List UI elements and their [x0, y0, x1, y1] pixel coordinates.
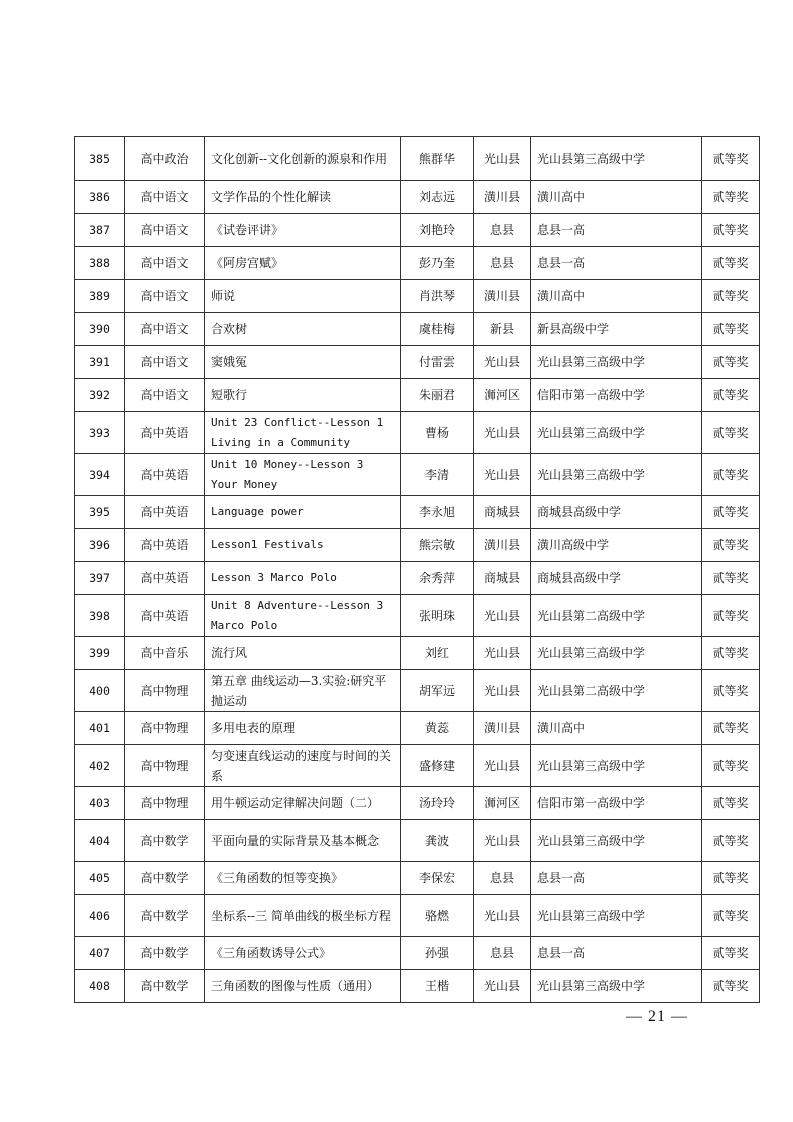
teacher-name-cell: 李保宏 — [401, 862, 474, 895]
teacher-name-cell: 熊群华 — [401, 137, 474, 181]
row-number: 392 — [75, 379, 125, 412]
row-number: 385 — [75, 137, 125, 181]
award-cell: 贰等奖 — [702, 595, 760, 637]
table-row — [75, 595, 760, 637]
table-row — [75, 454, 760, 496]
subject-cell: 高中语文 — [125, 346, 205, 379]
award-cell: 贰等奖 — [702, 137, 760, 181]
table-row — [75, 970, 760, 1003]
row-number: 390 — [75, 313, 125, 346]
award-cell: 贰等奖 — [702, 181, 760, 214]
table-row — [75, 181, 760, 214]
row-number: 388 — [75, 247, 125, 280]
row-number: 401 — [75, 712, 125, 745]
award-cell: 贰等奖 — [702, 712, 760, 745]
county-cell: 光山县 — [474, 412, 531, 454]
lesson-title-cell: 《试卷评讲》 — [205, 214, 401, 247]
lesson-title-cell: 多用电表的原理 — [205, 712, 401, 745]
lesson-title-cell: 用牛顿运动定律解决问题（二） — [205, 787, 401, 820]
award-cell: 贰等奖 — [702, 670, 760, 712]
table-row — [75, 137, 760, 181]
subject-cell: 高中数学 — [125, 895, 205, 937]
table-row — [75, 529, 760, 562]
school-cell: 新县高级中学 — [531, 313, 702, 346]
award-cell: 贰等奖 — [702, 496, 760, 529]
row-number: 391 — [75, 346, 125, 379]
teacher-name-cell: 李永旭 — [401, 496, 474, 529]
school-cell: 息县一高 — [531, 862, 702, 895]
teacher-name-cell: 刘艳玲 — [401, 214, 474, 247]
teacher-name-cell: 汤玲玲 — [401, 787, 474, 820]
award-cell: 贰等奖 — [702, 787, 760, 820]
page-number: — 21 — — [626, 1008, 688, 1025]
row-number: 404 — [75, 820, 125, 862]
teacher-name-cell: 曹杨 — [401, 412, 474, 454]
award-cell: 贰等奖 — [702, 895, 760, 937]
lesson-title-cell: Unit 10 Money--Lesson 3 Your Money — [205, 454, 401, 496]
teacher-name-cell: 孙强 — [401, 937, 474, 970]
county-cell: 浉河区 — [474, 379, 531, 412]
table-body — [75, 137, 760, 1003]
award-cell: 贰等奖 — [702, 970, 760, 1003]
county-cell: 潢川县 — [474, 712, 531, 745]
school-cell: 潢川高中 — [531, 181, 702, 214]
subject-cell: 高中音乐 — [125, 637, 205, 670]
award-cell: 贰等奖 — [702, 862, 760, 895]
teacher-name-cell: 王楷 — [401, 970, 474, 1003]
lesson-title-cell: Lesson 3 Marco Polo — [205, 562, 401, 595]
school-cell: 光山县第二高级中学 — [531, 595, 702, 637]
school-cell: 息县一高 — [531, 937, 702, 970]
teacher-name-cell: 肖洪琴 — [401, 280, 474, 313]
table-row — [75, 712, 760, 745]
row-number: 406 — [75, 895, 125, 937]
award-cell: 贰等奖 — [702, 454, 760, 496]
subject-cell: 高中语文 — [125, 313, 205, 346]
lesson-title-cell: 师说 — [205, 280, 401, 313]
lesson-title-cell: Language power — [205, 496, 401, 529]
subject-cell: 高中语文 — [125, 379, 205, 412]
teacher-name-cell: 朱丽君 — [401, 379, 474, 412]
lesson-title-cell: Lesson1 Festivals — [205, 529, 401, 562]
teacher-name-cell: 刘志远 — [401, 181, 474, 214]
subject-cell: 高中英语 — [125, 595, 205, 637]
award-cell: 贰等奖 — [702, 562, 760, 595]
lesson-title-cell: Unit 8 Adventure--Lesson 3 Marco Polo — [205, 595, 401, 637]
school-cell: 光山县第三高级中学 — [531, 745, 702, 787]
school-cell: 光山县第三高级中学 — [531, 346, 702, 379]
subject-cell: 高中英语 — [125, 529, 205, 562]
award-cell: 贰等奖 — [702, 745, 760, 787]
row-number: 403 — [75, 787, 125, 820]
row-number: 405 — [75, 862, 125, 895]
table-row — [75, 820, 760, 862]
school-cell: 光山县第三高级中学 — [531, 412, 702, 454]
table-row — [75, 937, 760, 970]
row-number: 387 — [75, 214, 125, 247]
award-cell: 贰等奖 — [702, 412, 760, 454]
teacher-name-cell: 盛修建 — [401, 745, 474, 787]
teacher-name-cell: 虞桂梅 — [401, 313, 474, 346]
teacher-name-cell: 付雷雲 — [401, 346, 474, 379]
lesson-title-cell: 三角函数的图像与性质（通用） — [205, 970, 401, 1003]
county-cell: 光山县 — [474, 895, 531, 937]
teacher-name-cell: 黄蕊 — [401, 712, 474, 745]
table-row — [75, 670, 760, 712]
county-cell: 潢川县 — [474, 529, 531, 562]
school-cell: 光山县第三高级中学 — [531, 454, 702, 496]
table-row — [75, 214, 760, 247]
table-row — [75, 280, 760, 313]
school-cell: 光山县第三高级中学 — [531, 820, 702, 862]
award-cell: 贰等奖 — [702, 529, 760, 562]
table-row — [75, 787, 760, 820]
county-cell: 息县 — [474, 937, 531, 970]
row-number: 394 — [75, 454, 125, 496]
subject-cell: 高中语文 — [125, 181, 205, 214]
county-cell: 商城县 — [474, 562, 531, 595]
award-cell: 贰等奖 — [702, 280, 760, 313]
row-number: 402 — [75, 745, 125, 787]
county-cell: 光山县 — [474, 454, 531, 496]
subject-cell: 高中语文 — [125, 247, 205, 280]
subject-cell: 高中物理 — [125, 787, 205, 820]
lesson-title-cell: 文学作品的个性化解读 — [205, 181, 401, 214]
row-number: 386 — [75, 181, 125, 214]
table-row — [75, 562, 760, 595]
lesson-title-cell: 窦娥冤 — [205, 346, 401, 379]
subject-cell: 高中语文 — [125, 214, 205, 247]
award-cell: 贰等奖 — [702, 247, 760, 280]
award-cell: 贰等奖 — [702, 637, 760, 670]
lesson-title-cell: 平面向量的实际背景及基本概念 — [205, 820, 401, 862]
teacher-name-cell: 刘红 — [401, 637, 474, 670]
row-number: 393 — [75, 412, 125, 454]
row-number: 399 — [75, 637, 125, 670]
row-number: 395 — [75, 496, 125, 529]
subject-cell: 高中政治 — [125, 137, 205, 181]
subject-cell: 高中语文 — [125, 280, 205, 313]
county-cell: 光山县 — [474, 820, 531, 862]
teacher-name-cell: 骆燃 — [401, 895, 474, 937]
table-row — [75, 379, 760, 412]
teacher-name-cell: 熊宗敏 — [401, 529, 474, 562]
table-row — [75, 895, 760, 937]
teacher-name-cell: 胡军远 — [401, 670, 474, 712]
teacher-name-cell: 张明珠 — [401, 595, 474, 637]
county-cell: 光山县 — [474, 346, 531, 379]
teacher-name-cell: 彭乃奎 — [401, 247, 474, 280]
school-cell: 潢川高中 — [531, 280, 702, 313]
county-cell: 息县 — [474, 247, 531, 280]
subject-cell: 高中英语 — [125, 454, 205, 496]
table-row — [75, 637, 760, 670]
subject-cell: 高中英语 — [125, 412, 205, 454]
row-number: 396 — [75, 529, 125, 562]
county-cell: 光山县 — [474, 637, 531, 670]
county-cell: 潢川县 — [474, 280, 531, 313]
award-cell: 贰等奖 — [702, 937, 760, 970]
subject-cell: 高中物理 — [125, 712, 205, 745]
school-cell: 光山县第三高级中学 — [531, 637, 702, 670]
award-table — [74, 136, 760, 1003]
county-cell: 光山县 — [474, 137, 531, 181]
table-row — [75, 313, 760, 346]
lesson-title-cell: 合欢树 — [205, 313, 401, 346]
lesson-title-cell: 《三角函数诱导公式》 — [205, 937, 401, 970]
lesson-title-cell: 文化创新--文化创新的源泉和作用 — [205, 137, 401, 181]
award-cell: 贰等奖 — [702, 313, 760, 346]
teacher-name-cell: 李清 — [401, 454, 474, 496]
row-number: 398 — [75, 595, 125, 637]
county-cell: 光山县 — [474, 970, 531, 1003]
county-cell: 潢川县 — [474, 181, 531, 214]
subject-cell: 高中数学 — [125, 970, 205, 1003]
lesson-title-cell: 《阿房宫赋》 — [205, 247, 401, 280]
award-cell: 贰等奖 — [702, 346, 760, 379]
row-number: 397 — [75, 562, 125, 595]
school-cell: 光山县第三高级中学 — [531, 895, 702, 937]
subject-cell: 高中物理 — [125, 745, 205, 787]
lesson-title-cell: 流行风 — [205, 637, 401, 670]
table-row — [75, 745, 760, 787]
table-row — [75, 346, 760, 379]
county-cell: 新县 — [474, 313, 531, 346]
lesson-title-cell: 短歌行 — [205, 379, 401, 412]
school-cell: 潢川高中 — [531, 712, 702, 745]
lesson-title-cell: 第五章 曲线运动—3.实验:研究平抛运动 — [205, 670, 401, 712]
lesson-title-cell: 坐标系--三 简单曲线的极坐标方程 — [205, 895, 401, 937]
county-cell: 息县 — [474, 214, 531, 247]
county-cell: 光山县 — [474, 670, 531, 712]
subject-cell: 高中数学 — [125, 820, 205, 862]
teacher-name-cell: 余秀萍 — [401, 562, 474, 595]
award-cell: 贰等奖 — [702, 379, 760, 412]
row-number: 408 — [75, 970, 125, 1003]
school-cell: 息县一高 — [531, 214, 702, 247]
school-cell: 信阳市第一高级中学 — [531, 379, 702, 412]
table-row — [75, 496, 760, 529]
table-row — [75, 862, 760, 895]
county-cell: 息县 — [474, 862, 531, 895]
school-cell: 光山县第三高级中学 — [531, 137, 702, 181]
row-number: 389 — [75, 280, 125, 313]
subject-cell: 高中英语 — [125, 562, 205, 595]
school-cell: 商城县高级中学 — [531, 496, 702, 529]
teacher-name-cell: 龚波 — [401, 820, 474, 862]
school-cell: 商城县高级中学 — [531, 562, 702, 595]
county-cell: 浉河区 — [474, 787, 531, 820]
award-cell: 贰等奖 — [702, 214, 760, 247]
subject-cell: 高中英语 — [125, 496, 205, 529]
subject-cell: 高中数学 — [125, 937, 205, 970]
award-cell: 贰等奖 — [702, 820, 760, 862]
school-cell: 潢川高级中学 — [531, 529, 702, 562]
table-row — [75, 247, 760, 280]
lesson-title-cell: 《三角函数的恒等变换》 — [205, 862, 401, 895]
county-cell: 商城县 — [474, 496, 531, 529]
school-cell: 息县一高 — [531, 247, 702, 280]
county-cell: 光山县 — [474, 595, 531, 637]
table-row — [75, 412, 760, 454]
school-cell: 光山县第二高级中学 — [531, 670, 702, 712]
lesson-title-cell: Unit 23 Conflict--Lesson 1 Living in a Community — [205, 412, 401, 454]
row-number: 407 — [75, 937, 125, 970]
subject-cell: 高中数学 — [125, 862, 205, 895]
row-number: 400 — [75, 670, 125, 712]
school-cell: 信阳市第一高级中学 — [531, 787, 702, 820]
school-cell: 光山县第三高级中学 — [531, 970, 702, 1003]
subject-cell: 高中物理 — [125, 670, 205, 712]
lesson-title-cell: 匀变速直线运动的速度与时间的关系 — [205, 745, 401, 787]
county-cell: 光山县 — [474, 745, 531, 787]
